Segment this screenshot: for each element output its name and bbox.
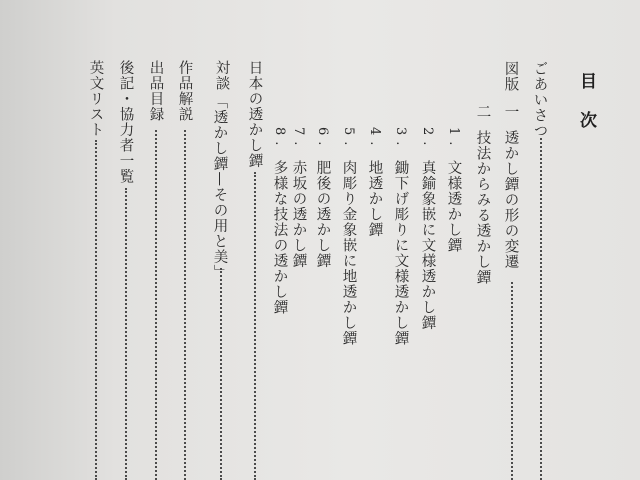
toc-leader-dialogue [220,268,222,480]
toc-sub5-title: 肉彫り金象嵌に地透かし鐔 [340,160,357,346]
toc-section1-title: 透かし鐔の形の変遷 [502,130,519,270]
toc-entry-catalogue: 出品目録 [147,60,164,122]
toc-sub7-number: 7. [291,127,306,152]
toc-entry-essay: 日本の透かし鐔 [246,60,263,169]
toc-sub8-title: 多様な技法の透かし鐔 [271,160,288,315]
toc-entry-plates: 図版 [502,61,519,92]
toc-sub6-title: 肥後の透かし鐔 [314,160,331,269]
toc-entry-greeting: ごあいさつ [531,61,548,139]
toc-sub8-number: 8. [272,127,287,152]
toc-leader-english-list [95,140,97,480]
toc-section2-title: 技法からみる透かし鐔 [474,130,491,285]
toc-entry-english-list: 英文リスト [87,60,104,138]
toc-leader-section1 [511,282,513,480]
toc-title: 目次 [576,72,596,150]
toc-sub3-title: 鋤下げ彫りに文様透かし鐔 [392,160,409,346]
toc-sub1-number: 1. [446,127,461,152]
toc-sub2-title: 真鍮象嵌に文様透かし鐔 [419,160,436,331]
toc-section1-number: 一 [502,104,519,120]
toc-section2-number: 二 [474,104,491,120]
toc-sub1-title: 文様透かし鐔 [445,160,462,253]
toc-entry-commentary: 作品解説 [176,60,193,122]
toc-leader-greeting [540,138,542,480]
toc-sub2-number: 2. [420,127,435,152]
toc-leader-essay [254,172,256,480]
toc-leader-catalogue [155,130,157,480]
toc-entry-afterword: 後記・協力者一覧 [117,60,134,184]
toc-sub3-number: 3. [393,127,408,152]
toc-sub6-number: 6. [315,127,330,152]
toc-sub4-title: 地透かし鐔 [366,160,383,238]
toc-entry-dialogue-label: 対談 [213,60,230,91]
toc-leader-afterword [125,188,127,480]
toc-sub5-number: 5. [341,127,356,152]
toc-sub7-title: 赤坂の透かし鐔 [290,160,307,269]
toc-leader-commentary [184,130,186,480]
toc-entry-dialogue-title: 「透かし鐔—その用と美」 [211,94,228,280]
toc-sub4-number: 4. [367,127,382,152]
